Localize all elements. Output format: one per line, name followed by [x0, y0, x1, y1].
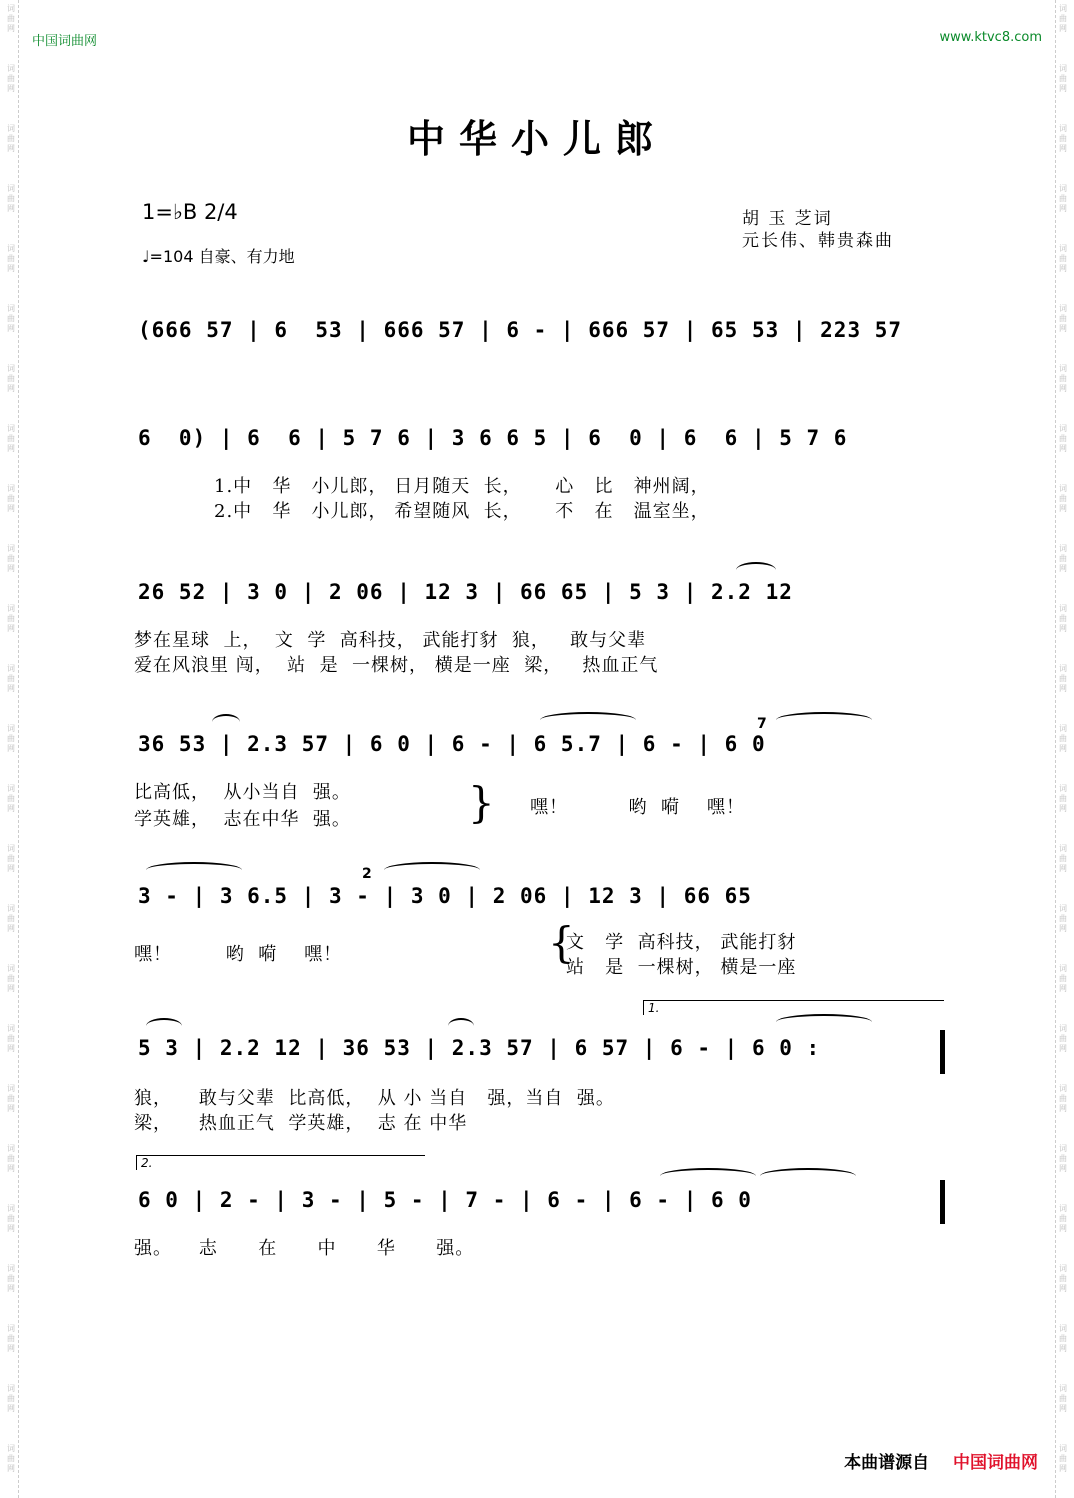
watermark-glyph: 词 曲 网 [7, 1144, 15, 1173]
key-signature: 1=♭B 2/4 [142, 200, 238, 224]
watermark-glyph: 词 曲 网 [7, 484, 15, 513]
watermark-glyph: 词 曲 网 [1059, 484, 1067, 513]
watermark-glyph: 词 曲 网 [7, 544, 15, 573]
tie-arc [448, 1018, 474, 1034]
score-row-3-lyric-verse1: 梦在星球 上， 文 学 高科技， 武能打豺 狼， 敢与父辈 [134, 630, 647, 651]
tie-arc [736, 562, 776, 578]
score-row-4-lyric-verse2: 学英雄， 志在中华 强。 [134, 809, 351, 830]
watermark-glyph: 词 曲 网 [7, 184, 15, 213]
watermark-glyph: 词 曲 网 [7, 1264, 15, 1293]
watermark-glyph: 词 曲 网 [1059, 1084, 1067, 1113]
source-site-link[interactable]: 中国词曲网 [953, 1453, 1038, 1473]
final-barline [940, 1180, 945, 1224]
tie-arc [212, 714, 240, 730]
score-row-2-notes: 6 0) | 6 6 | 5 7 6 | 3 6 6 5 | 6 0 | 6 6 | 5 7 6 [138, 426, 848, 450]
tie-arc [146, 862, 242, 878]
watermark-glyph: 词 曲 网 [1059, 1144, 1067, 1173]
watermark-glyph: 词 曲 网 [1059, 724, 1067, 753]
watermark-glyph: 词 曲 网 [7, 664, 15, 693]
volta-ending-2: 2. [136, 1155, 425, 1170]
tie-arc [660, 1168, 756, 1184]
watermark-glyph: 词 曲 网 [1059, 1264, 1067, 1293]
watermark-glyph: 词 曲 网 [7, 1324, 15, 1353]
watermark-glyph: 词 曲 网 [7, 1444, 15, 1473]
watermark-glyph: 词 曲 网 [7, 784, 15, 813]
watermark-glyph: 词 曲 网 [1059, 4, 1067, 33]
tie-arc [760, 1168, 856, 1184]
watermark-glyph: 词 曲 网 [1059, 844, 1067, 873]
watermark-glyph: 词 曲 网 [1059, 1204, 1067, 1233]
watermark-glyph: 词 曲 网 [1059, 964, 1067, 993]
score-row-3-notes: 26 52 | 3 0 | 2 06 | 12 3 | 66 65 | 5 3 | 2.2 12 [138, 580, 793, 604]
volta-ending-1: 1. [643, 1000, 944, 1015]
score-row-1-notes: (666 57 | 6 53 | 666 57 | 6 - | 666 57 | 65 53 | 223 57 [138, 318, 903, 342]
watermark-glyph: 词 曲 网 [7, 1084, 15, 1113]
watermark-glyph: 词 曲 网 [1059, 604, 1067, 633]
watermark-glyph: 词 曲 网 [7, 364, 15, 393]
score-row-6-lyric-verse2: 梁， 热血正气 学英雄， 志 在 中华 [134, 1113, 468, 1134]
watermark-glyph: 词 曲 网 [1059, 1324, 1067, 1353]
watermark-glyph: 词 曲 网 [7, 844, 15, 873]
score-row-6-lyric-verse1: 狼， 敢与父辈 比高低， 从 小 当自 强，当自 强。 [134, 1088, 615, 1109]
watermark-glyph: 词 曲 网 [7, 424, 15, 453]
watermark-glyph: 词 曲 网 [1059, 904, 1067, 933]
tie-arc [384, 862, 480, 878]
score-row-5-notes: 3 - | 3 6.5 | 3 - | 3 0 | 2 06 | 12 3 | 66 65 [138, 884, 752, 908]
watermark-glyph: 词 曲 网 [7, 724, 15, 753]
watermark-glyph: 词 曲 网 [1059, 1024, 1067, 1053]
repeat-barline [940, 1030, 945, 1074]
composer-credit: 元长伟、韩贵森曲 [742, 231, 894, 251]
tie-arc [776, 1014, 872, 1030]
lyricist-credit: 胡 玉 芝词 [742, 209, 833, 229]
score-row-5-lyric-verse2: 站 是 一棵树， 横是一座 [566, 957, 797, 978]
score-row-4-notes: 36 53 | 2.3 57 | 6 0 | 6 - | 6 5.7 | 6 - | 6 0 [138, 732, 766, 756]
watermark-glyph: 词 曲 网 [7, 604, 15, 633]
tempo-marking: ♩=104 自豪、有力地 [142, 247, 295, 266]
score-row-3-lyric-verse2: 爱在风浪里 闯， 站 是 一棵树， 横是一座 梁， 热血正气 [134, 655, 659, 676]
watermark-glyph: 词 曲 网 [1059, 1384, 1067, 1413]
brace: { [548, 918, 576, 967]
left-watermark-strip [4, 0, 19, 1498]
watermark-glyph: 词 曲 网 [7, 124, 15, 153]
watermark-glyph: 词 曲 网 [1059, 364, 1067, 393]
tie-arc [776, 712, 872, 728]
score-row-7-notes: 6 0 | 2 - | 3 - | 5 - | 7 - | 6 - | 6 - | 6 0 [138, 1188, 752, 1212]
watermark-glyph: 词 曲 网 [1059, 244, 1067, 273]
score-row-4-shouts: 嘿！ 哟 嗬 嘿！ [530, 797, 745, 818]
watermark-glyph: 词 曲 网 [1059, 124, 1067, 153]
watermark-glyph: 词 曲 网 [1059, 64, 1067, 93]
score-row-7-lyric: 强。 志 在 中 华 强。 [134, 1238, 475, 1259]
score-row-2-lyric-verse1: 1.中 华 小儿郎， 日月随天 长， 心 比 神州阔， [214, 476, 710, 497]
watermark-glyph: 词 曲 网 [1059, 544, 1067, 573]
watermark-glyph: 词 曲 网 [1059, 424, 1067, 453]
score-row-6-notes: 5 3 | 2.2 12 | 36 53 | 2.3 57 | 6 57 | 6 - | 6 0 : [138, 1036, 821, 1060]
site-name-left[interactable]: 中国词曲网 [32, 34, 98, 49]
watermark-glyph: 词 曲 网 [7, 304, 15, 333]
score-row-2-lyric-verse2: 2.中 华 小儿郎， 希望随风 长， 不 在 温室坐， [214, 501, 710, 522]
brace: } [468, 778, 496, 827]
watermark-glyph: 词 曲 网 [1059, 184, 1067, 213]
watermark-glyph: 词 曲 网 [7, 244, 15, 273]
watermark-glyph: 词 曲 网 [7, 964, 15, 993]
grace-note: 2 [362, 866, 372, 882]
watermark-glyph: 词 曲 网 [7, 4, 15, 33]
watermark-glyph: 词 曲 网 [1059, 784, 1067, 813]
watermark-glyph: 词 曲 网 [1059, 304, 1067, 333]
watermark-glyph: 词 曲 网 [7, 64, 15, 93]
watermark-glyph: 词 曲 网 [7, 904, 15, 933]
song-title: 中华小儿郎 [406, 116, 667, 161]
grace-note: 7 [757, 716, 767, 732]
watermark-glyph: 词 曲 网 [7, 1204, 15, 1233]
tie-arc [540, 712, 636, 728]
site-url-right[interactable]: www.ktvc8.com [939, 30, 1042, 45]
right-watermark-strip [1055, 0, 1070, 1498]
tie-arc [146, 1018, 182, 1034]
watermark-glyph: 词 曲 网 [7, 1384, 15, 1413]
source-footer [844, 1448, 1038, 1473]
watermark-glyph: 词 曲 网 [7, 1024, 15, 1053]
score-row-5-lyric-verse1: 文 学 高科技， 武能打豺 [566, 932, 797, 953]
score-row-5-shouts: 嘿！ 哟 嗬 嘿！ [134, 944, 343, 965]
score-row-4-lyric-verse1: 比高低， 从小当自 强。 [134, 782, 351, 803]
watermark-glyph: 词 曲 网 [1059, 664, 1067, 693]
source-label: 本曲谱源自 [844, 1453, 930, 1473]
watermark-glyph: 词 曲 网 [1059, 1444, 1067, 1473]
